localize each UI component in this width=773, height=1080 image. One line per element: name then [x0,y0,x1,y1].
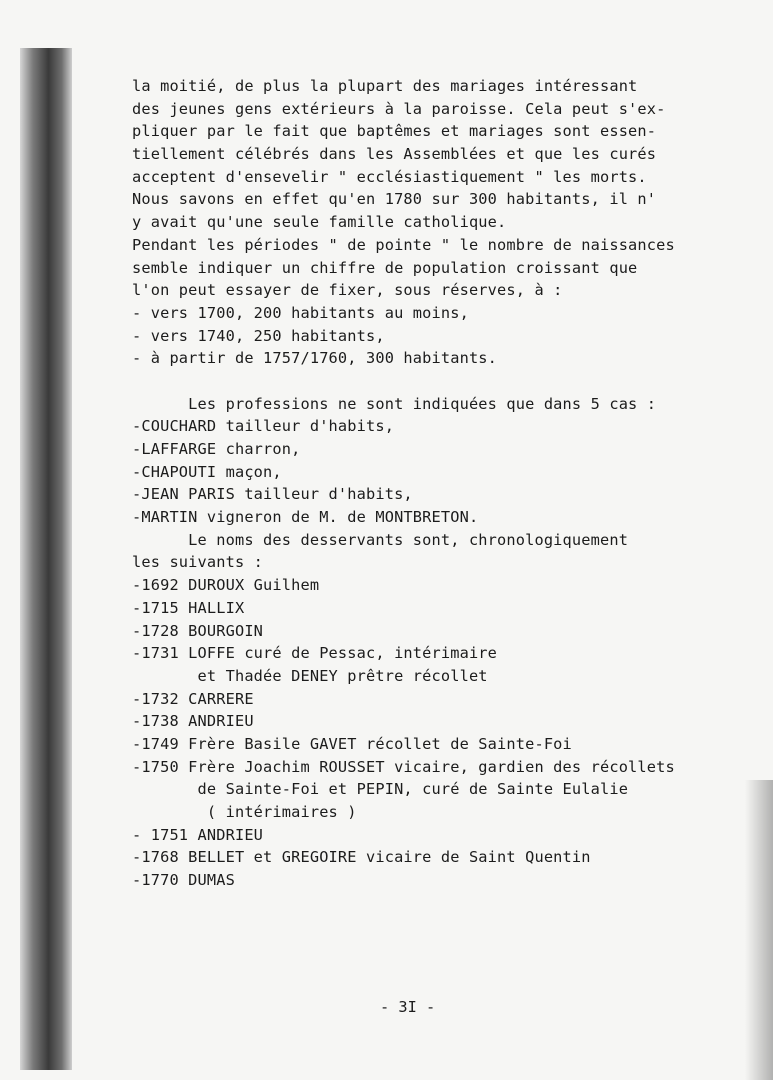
page-number: - 3I - [380,998,436,1016]
text-line: -JEAN PARIS tailleur d'habits, [132,485,413,504]
text-line: -1732 CARRERE [132,689,254,708]
text-line: -1728 BOURGOIN [132,621,264,640]
text-line: pliquer par le fait que baptêmes et mariages sont essen- [132,122,657,141]
text-line: de Sainte-Foi et PEPIN, curé de Sainte Eulalie [132,780,629,799]
text-line: acceptent d'ensevelir " ecclésiastiquement " les morts. [132,167,647,186]
text-line: tiellement célébrés dans les Assemblées et que les curés [132,145,657,164]
text-line: -LAFFARGE charron, [132,440,301,458]
text-line: Le noms des desservants sont, chronologiquement [132,530,629,549]
text-line: des jeunes gens extérieurs à la paroisse. Cela peut s'ex- [132,99,666,118]
text-line: -MARTIN vigneron de M. de MONTBRETON. [132,508,479,527]
text-line: -1731 LOFFE curé de Pessac, intérimaire [132,644,498,663]
text-line: -1738 ANDRIEU [132,712,254,731]
document-body [132,75,732,892]
text-line: - vers 1700, 200 habitants au moins, [132,303,469,322]
text-line: semble indiquer un chiffre de population croissant que [132,258,638,277]
text-line: -COUCHARD tailleur d'habits, [132,417,395,436]
text-line: et Thadée DENEY prêtre récollet [132,666,488,685]
text-line: ( intérimaires ) [132,803,357,821]
binding-shadow [20,48,72,1070]
text-line: - vers 1740, 250 habitants, [132,326,385,345]
text-line: la moitié, de plus la plupart des mariages intéressant [132,77,638,95]
text-line: y avait qu'une seule famille catholique. [132,213,507,232]
text-line: - 1751 ANDRIEU [132,825,264,844]
text-line: - à partir de 1757/1760, 300 habitants. [132,349,498,368]
text-line: -1749 Frère Basile GAVET récollet de Sainte-Foi [132,734,572,753]
text-line: -1770 DUMAS [132,871,235,890]
text-line: -1768 BELLET et GREGOIRE vicaire de Saint Quentin [132,848,591,867]
text-line: Pendant les périodes " de pointe " le nombre de naissances [132,235,675,254]
text-line: -CHAPOUTI maçon, [132,462,282,481]
text-line: les suivants : [132,553,264,572]
text-line: Nous savons en effet qu'en 1780 sur 300 habitants, il n' [132,190,657,209]
text-line: -1715 HALLIX [132,598,245,617]
text-line [132,370,732,393]
text-line: -1692 DUROUX Guilhem [132,576,320,595]
page-edge-shadow [745,780,773,1080]
text-line: l'on peut essayer de fixer, sous réserves, à : [132,281,563,300]
text-line: -1750 Frère Joachim ROUSSET vicaire, gardien des récollets [132,757,675,776]
text-line: Les professions ne sont indiquées que dans 5 cas : [132,394,657,413]
